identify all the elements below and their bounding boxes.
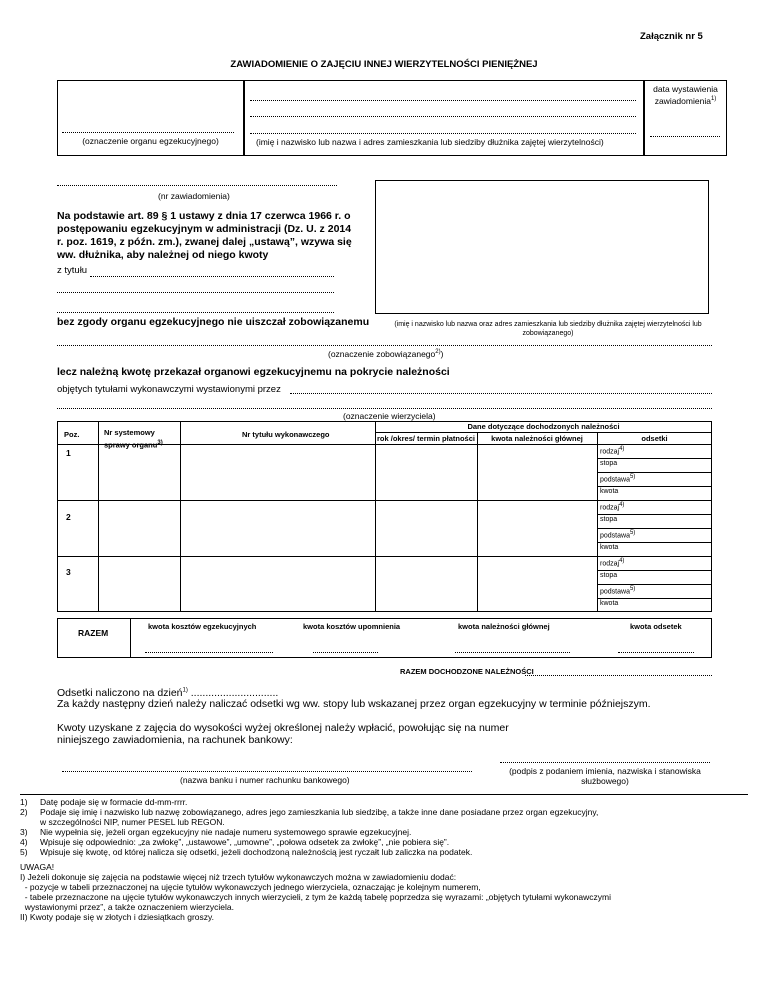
row-3-podstawa-label: podstawa$^{5)}$ (600, 586, 636, 596)
kwoty-text: Kwoty uzyskane z zajęcia do wysokości wyżej określonej należy wpłacić, powołując się na numer niniejszego zawiadomienia, na rachunek bankowy: (57, 722, 509, 746)
row-3-rodzaj-label: rodzaj$^{4)}$ (600, 558, 625, 568)
bank-field[interactable] (62, 771, 472, 772)
razem-naleznosci: kwota należności głównej (458, 622, 550, 631)
razem-koszty-egz: kwota kosztów egzekucyjnych (148, 622, 257, 631)
nr-label: (nr zawiadomienia) (158, 191, 230, 201)
z-tytulu-label: z tytułu (57, 265, 88, 276)
lecz-text: lecz należną kwotę przekazał organowi egzekucyjnemu na pokrycie należności (57, 366, 450, 378)
bank-label: (nazwa banku i numer rachunku bankowego) (180, 775, 350, 785)
bez-zgody-text: bez zgody organu egzekucyjnego nie uiszczał zobowiązanemu (57, 316, 370, 328)
razem-dochodzone-label: RAZEM DOCHODZONE NALEŻNOŚCI (400, 667, 534, 676)
footnote: 4) Wpisuje się odpowiednio: „za zwłokę”, „ustawowe”, „umowne”, „połowa odsetek za zwłokę”, „nie pobiera się”. (20, 837, 450, 847)
row-3-number: 3 (66, 567, 71, 577)
objetych-line[interactable] (290, 393, 712, 394)
row-1-kwota-label: kwota (600, 488, 619, 495)
razem-dochodzone-field[interactable] (525, 675, 712, 676)
z-tytulu-line[interactable] (90, 276, 334, 277)
uwaga-line: UWAGA! (20, 862, 55, 872)
col-poz: Poz. (64, 430, 80, 439)
wierzyciel-line[interactable] (57, 408, 712, 409)
wierzyciel-label: (oznaczenie wierzyciela) (343, 411, 436, 421)
z-tytulu-line-2[interactable] (57, 292, 334, 293)
zobowiazany-line[interactable] (57, 345, 712, 346)
row-2-number: 2 (66, 512, 71, 522)
signature-field[interactable] (500, 762, 710, 763)
col-nr-tytulu: Nr tytułu wykonawczego (242, 430, 330, 439)
row-3-stopa-label: stopa (600, 572, 618, 579)
footnote: 1) Datę podaje się w formacie dd-mm-rrrr. (20, 797, 188, 807)
debtor-label: (imię i nazwisko lub nazwa i adres zamieszkania lub siedziby dłużnika zajętej wierzytelności) (256, 137, 604, 147)
row-1-number: 1 (66, 448, 71, 458)
odsetki-line-1: Odsetki naliczono na dzień$^{1)}$ .............................. (57, 687, 279, 699)
razem-naleznosci-field[interactable] (455, 652, 570, 653)
date-label: data wystawienia zawiadomienia$^{1)}$ (653, 84, 718, 106)
uwaga-line: - tabele przeznaczone na ujęcie tytułów wykonawczych innych wierzycieli, z tym że każdą tabelę poprzedza się wyrazami: „objętych tytułami wykonawczymi (20, 892, 611, 902)
razem-odsetek-field[interactable] (618, 652, 694, 653)
row-2-stopa-label: stopa (600, 516, 618, 523)
annex-label: Załącznik nr 5 (640, 31, 703, 42)
row-1-stopa-label: stopa (600, 460, 618, 467)
col-kwota: kwota należności głównej (491, 434, 583, 443)
organ-label: (oznaczenie organu egzekucyjnego) (82, 136, 219, 146)
footnote: 2) Podaje się imię i nazwisko lub nazwę zobowiązanego, adres jego zamieszkania lub siedzibę, a także inne dane posiadane przez organ egzekucyjny, (20, 807, 599, 817)
col-dane: Dane dotyczące dochodzonych należności (467, 422, 620, 431)
signature-label: (podpis z podaniem imienia, nazwiska i stanowiska służbowego) (509, 766, 701, 786)
col-rok: rok /okres/ termin płatności (377, 434, 475, 443)
razem-koszty-upom-field[interactable] (313, 652, 378, 653)
uwaga-line: I) Jeżeli dokonuje się zajęcia na podstawie więcej niż trzech tytułów wykonawczych można w zawiadomieniu dodać: (20, 872, 457, 882)
razem-label: RAZEM (78, 628, 109, 638)
col-odsetki: odsetki (641, 434, 668, 443)
footnote: 5) Wpisuje się kwotę, od której nalicza się odsetki, jeżeli dochodzoną należnością jest ryczałt lub zaliczka na podatek. (20, 847, 473, 857)
uwaga-line: wystawionymi przez”, a także oznaczeniem wierzyciela. (20, 902, 234, 912)
row-2-kwota-label: kwota (600, 544, 619, 551)
objetych-text: objętych tytułami wykonawczymi wystawionymi przez (57, 384, 281, 395)
uwaga-line: II) Kwoty podaje się w złotych i dziesiątkach groszy. (20, 912, 215, 922)
zobowiazany-label: (oznaczenie zobowiązanego$^{2)}$) (328, 349, 444, 359)
document-title: ZAWIADOMIENIE O ZAJĘCIU INNEJ WIERZYTELNOŚCI PIENIĘŻNEJ (230, 59, 538, 70)
uwaga-block (20, 862, 748, 922)
razem-koszty-upom: kwota kosztów upomnienia (303, 622, 401, 631)
row-2-rodzaj-label: rodzaj$^{4)}$ (600, 502, 625, 512)
footnotes (20, 797, 740, 857)
odsetki-line-2: Za każdy następny dzień należy naliczać odsetki wg ww. stopy lub wskazanej przez organ egzekucyjny w terminie późniejszym. (57, 698, 651, 710)
footnote: w szczególności NIP, numer PESEL lub REGON. (40, 817, 225, 827)
z-tytulu-line-3[interactable] (57, 312, 334, 313)
address-label: (imię i nazwisko lub nazwa oraz adres zamieszkania lub siedziby dłużnika zajętej wierzytelności lub zobowiązanego) (394, 321, 702, 337)
row-1-rodzaj-label: rodzaj$^{4)}$ (600, 446, 625, 456)
address-box[interactable] (375, 180, 709, 314)
row-2-podstawa-label: podstawa$^{5)}$ (600, 530, 636, 540)
footnote: 3) Nie wypełnia się, jeżeli organ egzekucyjny nie nadaje numeru systemowego sprawie egzekucyjnej. (20, 827, 412, 837)
razem-odsetek: kwota odsetek (630, 622, 682, 631)
razem-koszty-egz-field[interactable] (145, 652, 273, 653)
row-3-kwota-label: kwota (600, 600, 619, 607)
uwaga-line: - pozycje w tabeli przeznaczonej na ujęcie tytułów wykonawczych jednego wierzyciela, oznaczając je kolejnym numerem, (20, 882, 481, 892)
col-nr-systemowy: Nr systemowy sprawy organu$^{3)}$ (104, 428, 163, 450)
row-1-podstawa-label: podstawa$^{5)}$ (600, 474, 636, 484)
legal-text: Na podstawie art. 89 § 1 ustawy z dnia 17 czerwca 1966 r. o postępowaniu egzekucyjnym w administracji (Dz. U. z 2014 r. poz. 1619, z późn. zm.), zwanej dalej „ustawą”, wzywa się ww. dłużnika, aby należnej od niego kwoty (57, 210, 352, 261)
